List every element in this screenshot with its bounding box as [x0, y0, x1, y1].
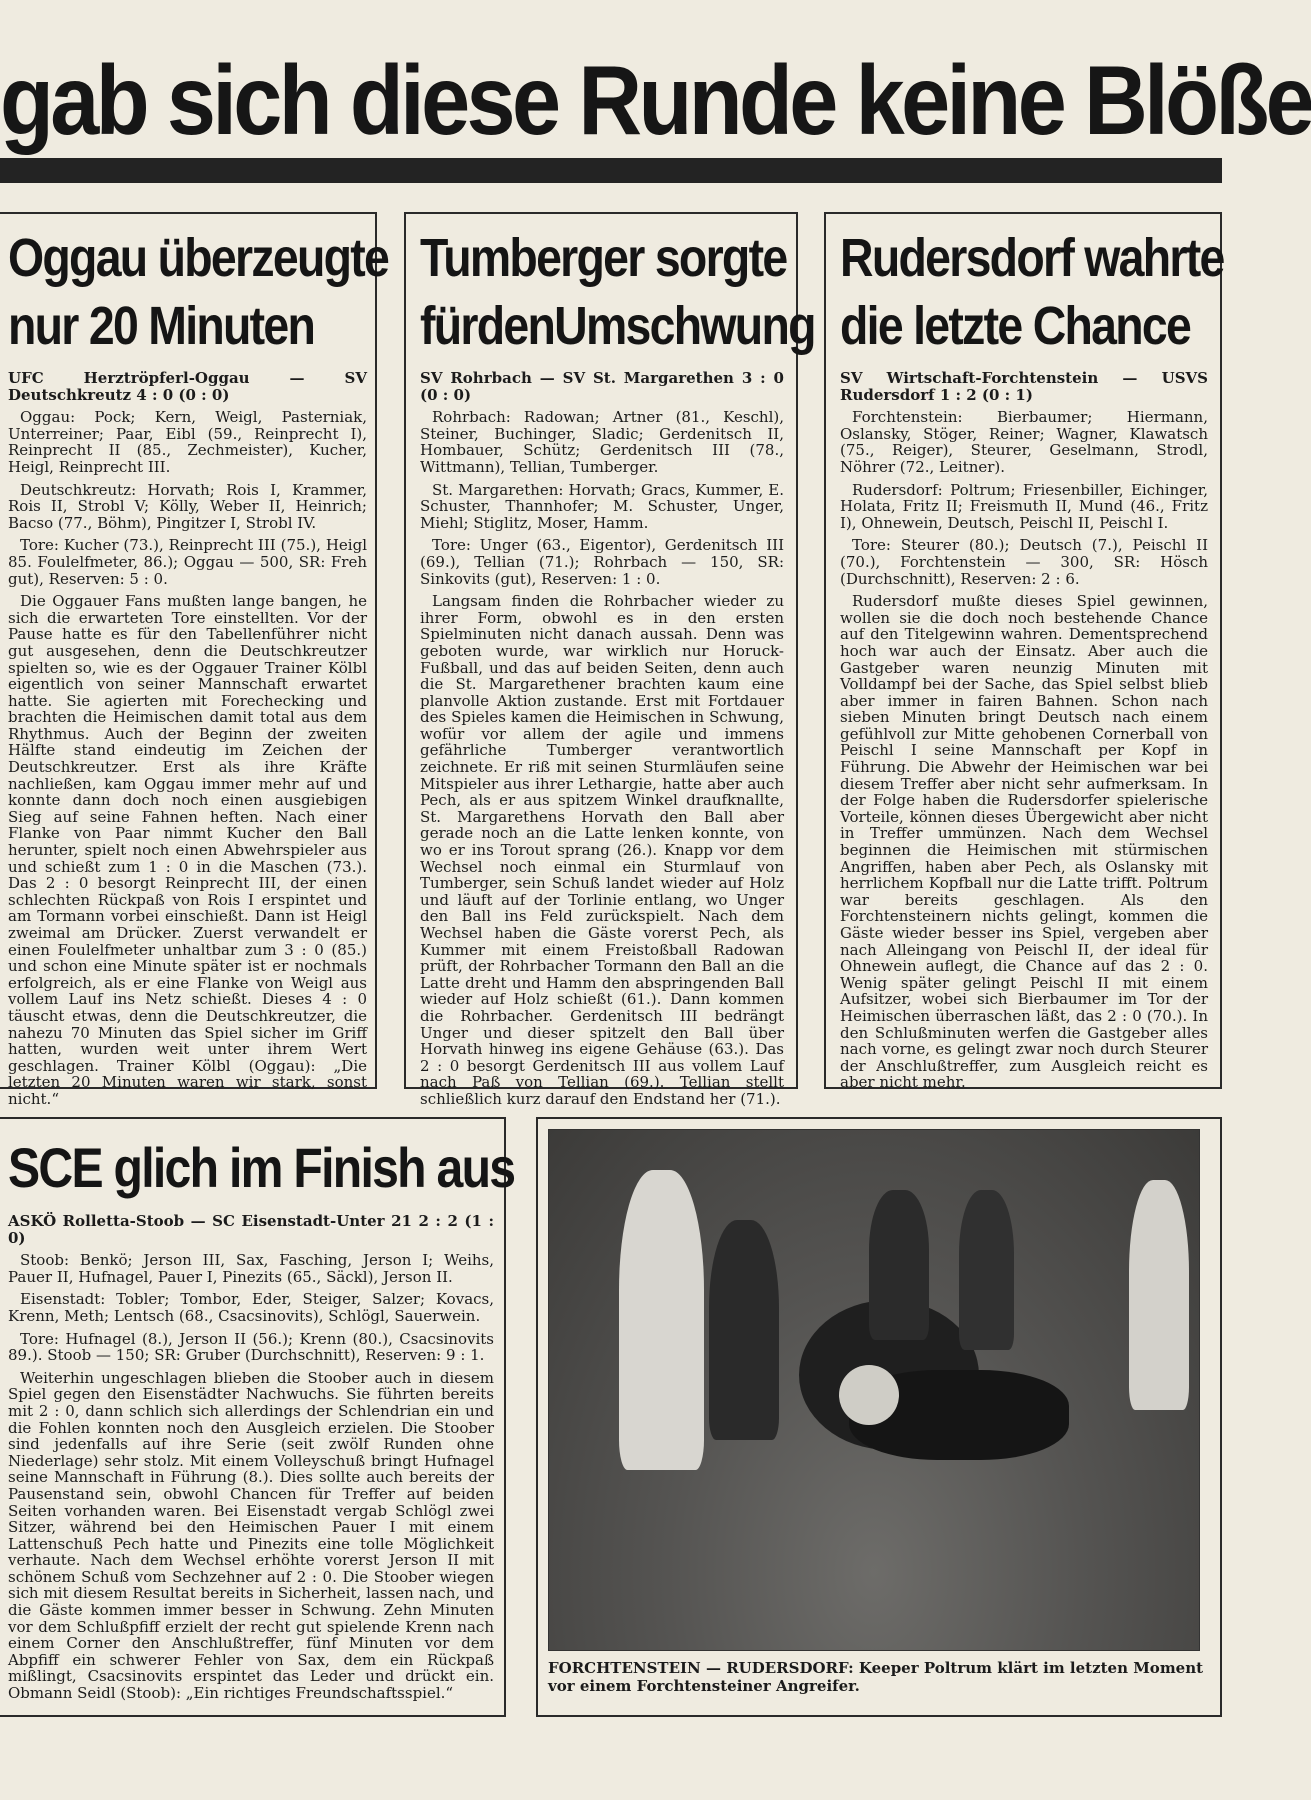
report-text: Langsam finden die Rohrbacher wieder zu ihrer Form, obwohl es in den ersten Spielminuten nicht danach aussah. Denn was geboten wurde, war wirklich nur Horuck-Fußball, und das auf beiden Seiten, denn auch die St. Margarethener brachten kaum eine planvolle Aktion zustande. Erst mit Fortdauer des Spieles kamen die Heimischen in Schwung, wofür vor allem der agile und immens gefährliche Tumberger verantwortlich zeichnete. Er riß mit seinen Sturmläufen seine Mitspieler aus ihrer Lethargie, hatte aber auch Pech, als er aus spitzem Winkel draufknallte, St. Margarethens Horvath den Ball aber gerade noch an die Latte lenken konnte, von wo er ins Torout sprang (26.). Knapp vor dem Wechsel noch einmal ein Sturmlauf von Tumberger, sein Schuß landet wieder auf Holz und läuft auf der Torlinie entlang, wo Unger den Ball ins Feld zurückspielt. Nach dem Wechsel haben die Gäste vorerst Pech, als Kummer mit einem Freistoßball Radowan prüft, der Rohrbacher Tormann den Ball an die Latte dreht und Hamm den abspringenden Ball wieder auf Holz schießt (61.). Dann kommen die Rohrbacher. Gerdenitsch III bedrängt Unger und dieser spitzelt den Ball über Horvath hinweg ins eigene Gehäuse (63.). Das 2 : 0 besorgt Gerdenitsch III aus vollem Lauf nach Paß von Tellian (69.). Tellian stellt schließlich kurz darauf den Endstand her (71.). [420, 592, 784, 1108]
lineup-away: Deutschkreutz: Horvath; Rois I, Krammer, Rois II, Strobl V; Kölly, Weber II, Heinrich; Bacso (77., Böhm), Pingitzer I, Strobl IV. [8, 480, 367, 532]
lineup-away: Rudersdorf: Poltrum; Friesenbiller, Eichinger, Holata, Fritz II; Freismuth II, Mund (46., Fritz I), Ohnewein, Deutsch, Peischl II, Peischl I. [840, 480, 1208, 532]
report-text: Weiterhin ungeschlagen blieben die Stoober auch in diesem Spiel gegen den Eisenstädter Nachwuchs. Sie führten bereits mit 2 : 0, dann schlich sich allerdings der Schlendrian ein und die Fohlen konnten noch den Ausgleich erzielen. Die Stoober sind jedenfalls auf ihre Serie (seit zwölf Runden ohne Niederlage) sehr stolz. Mit einem Volleyschuß bringt Hufnagel seine Mannschaft in Führung (8.). Dies sollte auch bereits der Pausenstand sein, obwohl Chancen für Treffer auf beiden Seiten vorhanden waren. Bei Eisenstadt vergab Schlögl zwei Sitzer, während bei den Heimischen Pauer I mit einem Lattenschuß Pech hatte und Pinezits eine tolle Möglichkeit verhaute. Nach dem Wechsel erhöhte vorerst Jerson II mit schönem Schuß vom Sechzehner auf 2 : 0. Die Stoober wiegen sich mit diesem Resultat bereits in Sicherheit, lassen nach, und die Gäste kommen immer besser in Schwung. Zehn Minuten vor dem Schlußpfiff erzielt der recht gut spielende Krenn nach einem Corner den Anschlußtreffer, fünf Minuten vor dem Abpfiff ein schwerer Fehler von Sax, dem ein Rückpaß mißlingt, Csacsinovits erspintet das Leder und drückt ein. Obmann Seidl (Stoob): „Ein richtiges Freundschaftsspiel.“ [8, 1368, 494, 1703]
goals-info: Tore: Steurer (80.); Deutsch (7.), Peischl II (70.), Forchtenstein — 300, SR: Hösch (Durchschnitt), Reserven: 2 : 6. [840, 536, 1208, 588]
lineup-home: Forchtenstein: Bierbaumer; Hiermann, Oslansky, Stöger, Reiner; Wagner, Klawatsch (75., Reiger), Steurer, Geselmann, Strodl, Nöhrer (72., Leitner). [840, 408, 1208, 476]
match-result: SV Wirtschaft-Forchtenstein — USVS Rudersdorf 1 : 2 (0 : 1) [840, 369, 1208, 404]
goals-info: Tore: Hufnagel (8.), Jerson II (56.); Krenn (80.), Csacsinovits 89.). Stoob — 150; SR: Gruber (Durchschnitt), Reserven: 9 : 1. [8, 1329, 494, 1365]
article-oggau [0, 212, 389, 1108]
article-title: Oggau überzeugte [8, 228, 389, 288]
photo-box [536, 1117, 1222, 1717]
article-body [420, 370, 784, 1108]
goals-info: Tore: Unger (63., Eigentor), Gerdenitsch III (69.), Tellian (71.); Rohrbach — 150, SR: Sinkovits (gut), Reserven: 1 : 0. [420, 536, 784, 588]
article-rohrbach [404, 212, 815, 1108]
match-result: ASKÖ Rolletta-Stoob — SC Eisenstadt-Unter 21 2 : 2 (1 : 0) [8, 1212, 494, 1247]
match-result: SV Rohrbach — SV St. Margarethen 3 : 0 (0 : 0) [420, 369, 784, 404]
article-title: Rudersdorf wahrte [840, 228, 1224, 288]
lineup-away: St. Margarethen: Horvath; Gracs, Kummer, E. Schuster, Thannhofer; M. Schuster, Unger, Miehl; Stiglitz, Moser, Hamm. [420, 480, 784, 532]
article-title: Tumberger sorgte [420, 228, 787, 288]
lineup-home: Rohrbach: Radowan; Artner (81., Keschl), Steiner, Buchinger, Sladic; Gerdenitsch II, Hombauer, Schütz; Gerdenitsch III (78., Wittmann), Tellian, Tumberger. [420, 408, 784, 476]
lineup-home: Oggau: Pock; Kern, Weigl, Pasterniak, Unterreiner; Paar, Eibl (59., Reinprecht I), Reinprecht II (85., Zechmeister), Kucher, Heigl, Reinprecht III. [8, 408, 367, 476]
lineup-away: Eisenstadt: Tobler; Tombor, Eder, Steiger, Salzer; Kovacs, Krenn, Meth; Lentsch (68., Csacsinovits), Schlögl, Sauerwein. [8, 1290, 494, 1325]
photo-caption: FORCHTENSTEIN — RUDERSDORF: Keeper Poltrum klärt im letzten Moment vor einem Forchtensteiner Angreifer. [548, 1659, 1204, 1695]
article-body [8, 1213, 494, 1702]
article-rudersdorf [824, 212, 1224, 1092]
article-body [8, 370, 367, 1108]
match-photo [548, 1129, 1200, 1651]
article-title: nur 20 Minuten [8, 296, 315, 356]
headline-rule [0, 158, 1222, 183]
match-result: UFC Herztröpferl-Oggau — SV Deutschkreutz 4 : 0 (0 : 0) [8, 369, 367, 404]
page-headline: gab sich diese Runde keine Blöße [0, 45, 1311, 155]
article-title: die letzte Chance [840, 296, 1191, 356]
article-stoob [0, 1117, 515, 1717]
goals-info: Tore: Kucher (73.), Reinprecht III (75.), Heigl 85. Foulelfmeter, 86.); Oggau — 500, SR: Freh gut), Reserven: 5 : 0. [8, 536, 367, 588]
article-title: fürdenUmschwung [420, 296, 815, 356]
article-body [840, 370, 1208, 1091]
article-title: SCE glich im Finish aus [8, 1136, 515, 1199]
report-text: Rudersdorf mußte dieses Spiel gewinnen, wollen sie die doch noch bestehende Chance auf den Titelgewinn wahren. Dementsprechend hoch war auch der Einsatz. Aber auch die Gastgeber waren neunzig Minuten mit Volldampf bei der Sache, das Spiel selbst blieb aber immer in fairen Bahnen. Schon nach sieben Minuten bringt Deutsch nach einem gefühlvoll zur Mitte gehobenen Cornerball von Peischl I seine Mannschaft per Kopf in Führung. Die Abwehr der Heimischen war bei diesem Treffer aber nicht sehr aufmerksam. In der Folge haben die Rudersdorfer spielerische Vorteile, können dieses Übergewicht aber nicht in Treffer ummünzen. Nach dem Wechsel beginnen die Heimischen mit stürmischen Angriffen, haben aber Pech, als Oslansky mit herrlichem Kopfball nur die Latte trifft. Poltrum war bereits geschlagen. Als den Forchtensteinern nichts gelingt, kommen die Gäste wieder besser ins Spiel, vergeben aber nach Alleingang von Peischl II, der ideal für Ohnewein auflegt, die Chance auf das 2 : 0. Wenig später gelingt Peischl II mit einem Aufsitzer, wobei sich Bierbaumer im Tor der Heimischen überraschen läßt, das 2 : 0 (70.). In den Schlußminuten werfen die Gastgeber alles nach vorne, es gelingt zwar noch durch Steurer der Anschlußtreffer, zum Ausgleich reicht es aber nicht mehr. [840, 592, 1208, 1092]
lineup-home: Stoob: Benkö; Jerson III, Sax, Fasching, Jerson I; Weihs, Pauer II, Hufnagel, Pauer I, Pinezits (65., Säckl), Jerson II. [8, 1251, 494, 1286]
report-text: Die Oggauer Fans mußten lange bangen, he sich die erwarteten Tore einstellten. Vor der Pause hatte es für den Tabellenführer nicht gut ausgesehen, denn die Deutschkreutzer spielten so, wie es der Oggauer Trainer Kölbl eigentlich von seiner Mannschaft erwartet hatte. Sie agierten mit Forechecking und brachten die Heimischen damit total aus dem Rhythmus. Auch der Beginn der zweiten Hälfte stand eindeutig im Zeichen der Deutschkreutzer. Erst als ihre Kräfte nachließen, kam Oggau immer mehr auf und konnte dann doch noch einen ausgiebigen Sieg auf seine Fahnen heften. Nach einer Flanke von Paar nimmt Kucher den Ball herunter, spielt noch einen Abwehrspieler aus und schießt zum 1 : 0 in die Maschen (73.). Das 2 : 0 besorgt Reinprecht III, der einen schlechten Rückpaß von Rois I erspintet und am Tormann vorbei einschießt. Dann ist Heigl zweimal am Drücker. Zuerst verwandelt er einen Foulelfmeter unhaltbar zum 3 : 0 (85.) und schon eine Minute später ist er nochmals erfolgreich, als er eine Flanke von Weigl aus vollem Lauf ins Netz schießt. Dieses 4 : 0 täuscht etwas, denn die Deutschkreutzer, die nahezu 70 Minuten das Spiel sicher im Griff hatten, wurden weit unter ihrem Wert geschlagen. Trainer Kölbl (Oggau): „Die letzten 20 Minuten waren wir stark, sonst nicht.“ [8, 592, 367, 1108]
